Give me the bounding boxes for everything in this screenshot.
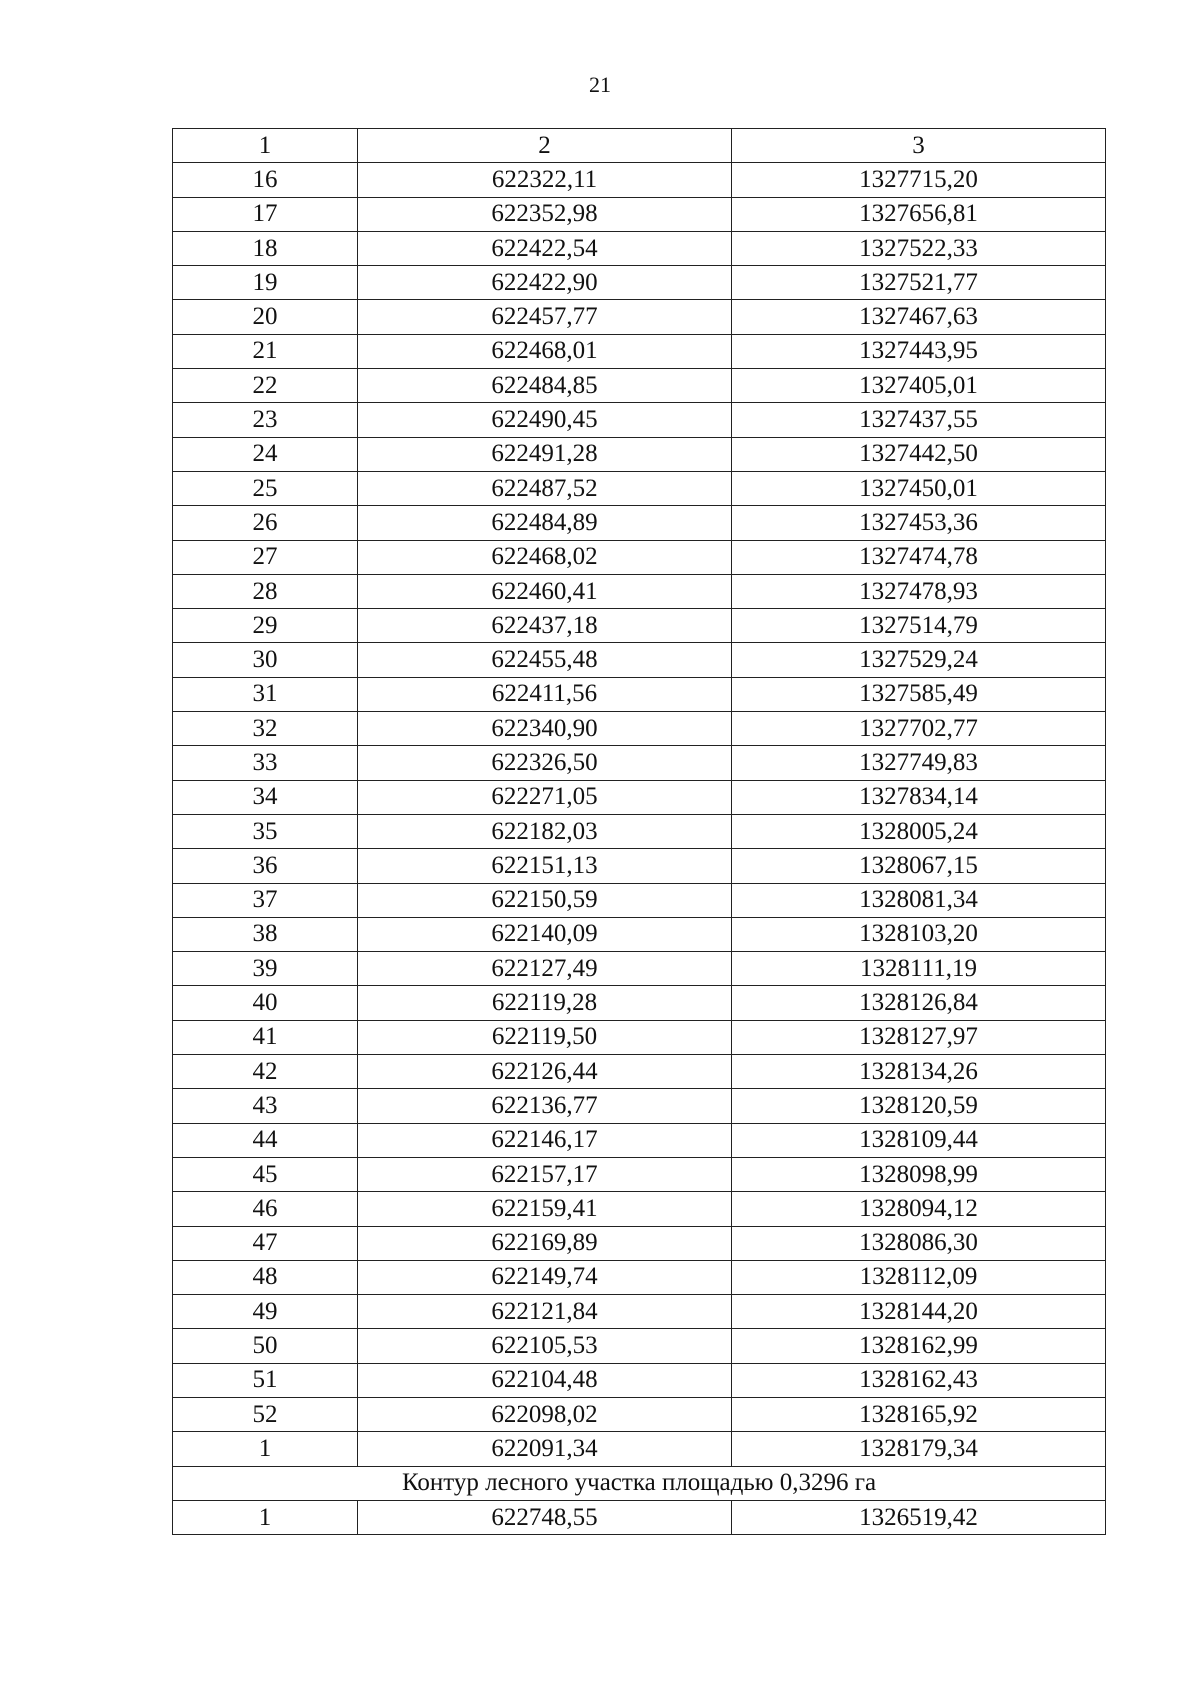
y-coordinate-cell: 1328120,59 [732,1089,1106,1123]
table-row [173,1363,1106,1397]
y-coordinate-cell: 1328094,12 [732,1192,1106,1226]
table-row [173,1055,1106,1089]
table-row [173,1157,1106,1191]
point-number-cell: 36 [173,849,358,883]
x-coordinate-cell: 622748,55 [358,1500,732,1534]
y-coordinate-cell: 1328067,15 [732,849,1106,883]
x-coordinate-cell: 622457,77 [358,300,732,334]
column-header-point: 1 [173,129,358,163]
y-coordinate-cell: 1328086,30 [732,1226,1106,1260]
y-coordinate-cell: 1328165,92 [732,1397,1106,1431]
x-coordinate-cell: 622126,44 [358,1055,732,1089]
point-number-cell: 28 [173,574,358,608]
page-number: 21 [589,72,611,97]
point-number-cell: 35 [173,814,358,848]
x-coordinate-cell: 622484,85 [358,369,732,403]
table-row [173,506,1106,540]
point-number-cell: 26 [173,506,358,540]
y-coordinate-cell: 1327405,01 [732,369,1106,403]
table-row [173,1432,1106,1466]
y-coordinate-cell: 1327442,50 [732,437,1106,471]
x-coordinate-cell: 622487,52 [358,471,732,505]
point-number-cell: 49 [173,1295,358,1329]
point-number-cell: 39 [173,952,358,986]
y-coordinate-cell: 1327474,78 [732,540,1106,574]
y-coordinate-cell: 1328098,99 [732,1157,1106,1191]
y-coordinate-cell: 1328111,19 [732,952,1106,986]
y-coordinate-cell: 1327478,93 [732,574,1106,608]
x-coordinate-cell: 622340,90 [358,712,732,746]
x-coordinate-cell: 622491,28 [358,437,732,471]
point-number-cell: 18 [173,231,358,265]
x-coordinate-cell: 622136,77 [358,1089,732,1123]
section-title-row [173,1466,1106,1500]
table-row [173,231,1106,265]
point-number-cell: 19 [173,266,358,300]
table-row [173,1123,1106,1157]
y-coordinate-cell: 1327834,14 [732,780,1106,814]
table-row [173,746,1106,780]
point-number-cell: 40 [173,986,358,1020]
table-row [173,471,1106,505]
point-number-cell: 20 [173,300,358,334]
x-coordinate-cell: 622352,98 [358,197,732,231]
section-title: Контур лесного участка площадью 0,3296 га [173,1466,1106,1500]
table-row [173,369,1106,403]
y-coordinate-cell: 1328103,20 [732,917,1106,951]
point-number-cell: 41 [173,1020,358,1054]
x-coordinate-cell: 622119,50 [358,1020,732,1054]
y-coordinate-cell: 1328109,44 [732,1123,1106,1157]
point-number-cell: 45 [173,1157,358,1191]
table-row [173,643,1106,677]
point-number-cell: 44 [173,1123,358,1157]
coordinates-table [172,128,1106,1535]
table-row [173,1020,1106,1054]
table-row [173,334,1106,368]
point-number-cell: 42 [173,1055,358,1089]
y-coordinate-cell: 1327450,01 [732,471,1106,505]
x-coordinate-cell: 622104,48 [358,1363,732,1397]
y-coordinate-cell: 1326519,42 [732,1500,1106,1534]
point-number-cell: 22 [173,369,358,403]
point-number-cell: 27 [173,540,358,574]
x-coordinate-cell: 622098,02 [358,1397,732,1431]
y-coordinate-cell: 1327514,79 [732,609,1106,643]
table-row [173,300,1106,334]
x-coordinate-cell: 622271,05 [358,780,732,814]
table-row [173,883,1106,917]
y-coordinate-cell: 1327715,20 [732,163,1106,197]
point-number-cell: 17 [173,197,358,231]
table-row [173,1329,1106,1363]
x-coordinate-cell: 622422,90 [358,266,732,300]
x-coordinate-cell: 622460,41 [358,574,732,608]
y-coordinate-cell: 1327467,63 [732,300,1106,334]
point-number-cell: 29 [173,609,358,643]
x-coordinate-cell: 622119,28 [358,986,732,1020]
table-row [173,403,1106,437]
x-coordinate-cell: 622140,09 [358,917,732,951]
table-row [173,917,1106,951]
table-row [173,574,1106,608]
x-coordinate-cell: 622149,74 [358,1260,732,1294]
x-coordinate-cell: 622159,41 [358,1192,732,1226]
table-row [173,1089,1106,1123]
table-row [173,1260,1106,1294]
table-row [173,163,1106,197]
y-coordinate-cell: 1328005,24 [732,814,1106,848]
y-coordinate-cell: 1328162,43 [732,1363,1106,1397]
y-coordinate-cell: 1327453,36 [732,506,1106,540]
table-row [173,609,1106,643]
table-row [173,712,1106,746]
table-row [173,814,1106,848]
x-coordinate-cell: 622182,03 [358,814,732,848]
point-number-cell: 1 [173,1432,358,1466]
x-coordinate-cell: 622411,56 [358,677,732,711]
table-header-row [173,129,1106,163]
coordinates-table-body [173,129,1106,1535]
x-coordinate-cell: 622150,59 [358,883,732,917]
y-coordinate-cell: 1328134,26 [732,1055,1106,1089]
point-number-cell: 33 [173,746,358,780]
table-row [173,266,1106,300]
x-coordinate-cell: 622169,89 [358,1226,732,1260]
point-number-cell: 24 [173,437,358,471]
table-row [173,986,1106,1020]
table-row [173,1500,1106,1534]
table-row [173,849,1106,883]
point-number-cell: 51 [173,1363,358,1397]
y-coordinate-cell: 1327585,49 [732,677,1106,711]
x-coordinate-cell: 622322,11 [358,163,732,197]
table-row [173,1295,1106,1329]
x-coordinate-cell: 622127,49 [358,952,732,986]
table-row [173,677,1106,711]
x-coordinate-cell: 622484,89 [358,506,732,540]
point-number-cell: 47 [173,1226,358,1260]
point-number-cell: 31 [173,677,358,711]
y-coordinate-cell: 1327521,77 [732,266,1106,300]
x-coordinate-cell: 622490,45 [358,403,732,437]
point-number-cell: 43 [173,1089,358,1123]
point-number-cell: 50 [173,1329,358,1363]
table-row [173,540,1106,574]
point-number-cell: 48 [173,1260,358,1294]
table-row [173,952,1106,986]
x-coordinate-cell: 622326,50 [358,746,732,780]
table-row [173,780,1106,814]
point-number-cell: 52 [173,1397,358,1431]
y-coordinate-cell: 1328179,34 [732,1432,1106,1466]
y-coordinate-cell: 1327529,24 [732,643,1106,677]
table-row [173,1226,1106,1260]
y-coordinate-cell: 1327749,83 [732,746,1106,780]
y-coordinate-cell: 1327437,55 [732,403,1106,437]
point-number-cell: 1 [173,1500,358,1534]
point-number-cell: 32 [173,712,358,746]
y-coordinate-cell: 1328112,09 [732,1260,1106,1294]
y-coordinate-cell: 1328162,99 [732,1329,1106,1363]
column-header-y: 3 [732,129,1106,163]
column-header-x: 2 [358,129,732,163]
x-coordinate-cell: 622437,18 [358,609,732,643]
table-row [173,197,1106,231]
point-number-cell: 16 [173,163,358,197]
table-row [173,1192,1106,1226]
y-coordinate-cell: 1328081,34 [732,883,1106,917]
point-number-cell: 21 [173,334,358,368]
y-coordinate-cell: 1327656,81 [732,197,1106,231]
x-coordinate-cell: 622468,02 [358,540,732,574]
x-coordinate-cell: 622105,53 [358,1329,732,1363]
x-coordinate-cell: 622422,54 [358,231,732,265]
y-coordinate-cell: 1328144,20 [732,1295,1106,1329]
point-number-cell: 34 [173,780,358,814]
point-number-cell: 23 [173,403,358,437]
point-number-cell: 37 [173,883,358,917]
point-number-cell: 38 [173,917,358,951]
y-coordinate-cell: 1328127,97 [732,1020,1106,1054]
x-coordinate-cell: 622468,01 [358,334,732,368]
y-coordinate-cell: 1327702,77 [732,712,1106,746]
y-coordinate-cell: 1327522,33 [732,231,1106,265]
point-number-cell: 46 [173,1192,358,1226]
x-coordinate-cell: 622455,48 [358,643,732,677]
x-coordinate-cell: 622121,84 [358,1295,732,1329]
y-coordinate-cell: 1327443,95 [732,334,1106,368]
x-coordinate-cell: 622091,34 [358,1432,732,1466]
point-number-cell: 30 [173,643,358,677]
x-coordinate-cell: 622157,17 [358,1157,732,1191]
y-coordinate-cell: 1328126,84 [732,986,1106,1020]
x-coordinate-cell: 622146,17 [358,1123,732,1157]
table-row [173,1397,1106,1431]
x-coordinate-cell: 622151,13 [358,849,732,883]
table-row [173,437,1106,471]
point-number-cell: 25 [173,471,358,505]
